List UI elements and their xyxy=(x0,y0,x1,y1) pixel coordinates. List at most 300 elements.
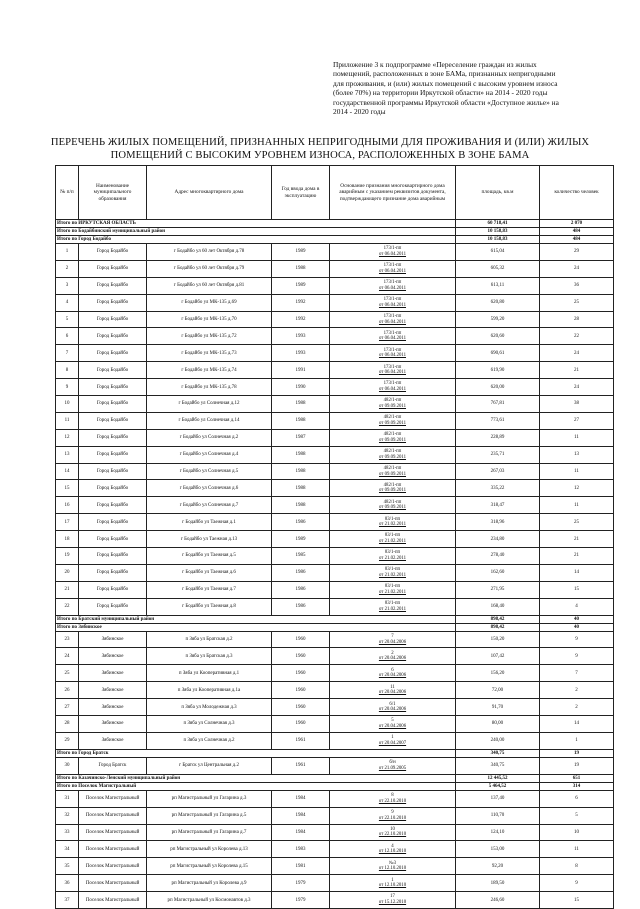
row-people: 29 xyxy=(540,244,614,261)
row-year: 1988 xyxy=(272,463,330,480)
row-area: 605,32 xyxy=(456,260,540,277)
table-row xyxy=(56,631,614,648)
table-row xyxy=(56,294,614,311)
row-year: 1988 xyxy=(272,412,330,429)
document-date: от 22.10.2010 xyxy=(378,798,407,804)
row-people: 10 xyxy=(540,824,614,841)
subtotal-label: Итого по Зябинское xyxy=(56,623,456,631)
row-area: 619,90 xyxy=(456,362,540,379)
subtotal-row xyxy=(56,774,614,782)
table-row xyxy=(56,598,614,615)
row-municipality: Зябинское xyxy=(79,631,147,648)
document-number: 482/1-пп xyxy=(383,465,402,471)
row-address: г Бодайбо ул Солнечная д.4 xyxy=(147,446,272,463)
row-area: 162,60 xyxy=(456,564,540,581)
document-date: от 20.04.2006 xyxy=(378,707,407,713)
document-number: 1 xyxy=(391,877,394,883)
row-people: 7 xyxy=(540,665,614,682)
row-basis-document xyxy=(330,463,456,480)
row-year: 1986 xyxy=(272,564,330,581)
subtotal-people: 40 xyxy=(540,615,614,623)
row-people: 24 xyxy=(540,379,614,396)
document-date: от 06.04.2011 xyxy=(378,370,407,376)
document-date: от 09.09.2011 xyxy=(378,403,407,409)
row-address: г Бодайбо ул Таежная д.7 xyxy=(147,581,272,598)
row-year: 1990 xyxy=(272,379,330,396)
row-basis-document xyxy=(330,446,456,463)
row-number: 15 xyxy=(56,480,79,497)
document-number: 83/1-пп xyxy=(384,567,401,573)
document-date: от 21.09.2005 xyxy=(378,765,407,771)
table-row xyxy=(56,277,614,294)
table-row xyxy=(56,480,614,497)
row-address: г Бодайбо ул МК-135 д.72 xyxy=(147,328,272,345)
row-year: 1986 xyxy=(272,514,330,531)
row-people: 6 xyxy=(540,790,614,807)
row-people: 14 xyxy=(540,564,614,581)
row-area: 690,61 xyxy=(456,345,540,362)
document-date: от 09.09.2011 xyxy=(378,420,407,426)
row-municipality: Зябинское xyxy=(79,682,147,699)
row-number: 22 xyxy=(56,598,79,615)
row-municipality: Город Бодайбо xyxy=(79,480,147,497)
row-year: 1960 xyxy=(272,665,330,682)
row-people: 11 xyxy=(540,429,614,446)
row-number: 33 xyxy=(56,824,79,841)
table-row xyxy=(56,716,614,733)
row-year: 1960 xyxy=(272,699,330,716)
row-municipality: Зябинское xyxy=(79,665,147,682)
row-people: 4 xyxy=(540,598,614,615)
row-area: 168,40 xyxy=(456,598,540,615)
col-header-number: № п/п xyxy=(56,166,79,220)
document-date: от 22.10.2010 xyxy=(378,815,407,821)
row-basis-document xyxy=(330,892,456,909)
row-address: г Бодайбо ул МК-135 д.74 xyxy=(147,362,272,379)
row-year: 1988 xyxy=(272,446,330,463)
table-row xyxy=(56,463,614,480)
row-basis-document xyxy=(330,699,456,716)
subtotal-row xyxy=(56,782,614,790)
row-area: 335,22 xyxy=(456,480,540,497)
row-people: 9 xyxy=(540,631,614,648)
document-date: от 22.10.2010 xyxy=(378,832,407,838)
row-municipality: Зябинское xyxy=(79,699,147,716)
row-municipality: Город Бодайбо xyxy=(79,311,147,328)
document-date: от 09.09.2011 xyxy=(378,437,407,443)
row-number: 21 xyxy=(56,581,79,598)
row-people: 22 xyxy=(540,328,614,345)
row-people: 2 xyxy=(540,699,614,716)
row-year: 1981 xyxy=(272,858,330,875)
row-people: 1 xyxy=(540,732,614,749)
row-address: рп Магистральный ул Гагарина д.3 xyxy=(147,790,272,807)
row-address: г Бодайбо ул Солнечная д.5 xyxy=(147,463,272,480)
row-address: г Бодайбо ул Солнечная д.2 xyxy=(147,429,272,446)
row-address: г Бодайбо ул Таежная д.1 xyxy=(147,514,272,531)
document-number: 83/1-пп xyxy=(384,601,401,607)
document-number: 9 xyxy=(391,809,394,815)
document-number: 4 xyxy=(391,843,394,849)
row-number: 18 xyxy=(56,531,79,548)
row-municipality: Город Бодайбо xyxy=(79,446,147,463)
table-row xyxy=(56,362,614,379)
document-date: от 09.09.2011 xyxy=(378,488,407,494)
row-municipality: Город Бодайбо xyxy=(79,379,147,396)
document-number: 482/1-пп xyxy=(383,449,402,455)
table-row xyxy=(56,841,614,858)
row-year: 1984 xyxy=(272,807,330,824)
subtotal-people: 2 070 xyxy=(540,220,614,228)
row-municipality: Поселок Магистральный xyxy=(79,841,147,858)
table-row xyxy=(56,412,614,429)
document-number: 482/1-пп xyxy=(383,432,402,438)
row-address: г Бодайбо ул 60 лет Октября д.79 xyxy=(147,260,272,277)
row-area: 773,61 xyxy=(456,412,540,429)
row-number: 29 xyxy=(56,732,79,749)
document-number: 173/1-пп xyxy=(383,381,402,387)
row-basis-document xyxy=(330,807,456,824)
subtotal-area: 898,42 xyxy=(456,615,540,623)
document-date: от 20.04.2006 xyxy=(378,690,407,696)
row-basis-document xyxy=(330,548,456,565)
row-basis-document xyxy=(330,328,456,345)
row-basis-document xyxy=(330,412,456,429)
document-date: от 21.02.2011 xyxy=(378,539,407,545)
row-basis-document xyxy=(330,581,456,598)
row-year: 1986 xyxy=(272,598,330,615)
table-row xyxy=(56,699,614,716)
row-municipality: Город Бодайбо xyxy=(79,294,147,311)
row-year: 1989 xyxy=(272,244,330,261)
document-number: 6 xyxy=(391,667,394,673)
row-number: 13 xyxy=(56,446,79,463)
row-area: 150,20 xyxy=(456,631,540,648)
document-date: от 06.04.2011 xyxy=(378,251,407,257)
page-title: ПЕРЕЧЕНЬ ЖИЛЫХ ПОМЕЩЕНИЙ, ПРИЗНАННЫХ НЕПРИГОДНЫМИ ДЛЯ ПРОЖИВАНИЯ И (ИЛИ) ЖИЛЫХ ПОМЕЩЕНИЙ С ВЫСОКИМ УРОВНЕМ ИЗНОСА, РАСПОЛОЖЕННЫХ В ЗОНЕ БАМА xyxy=(50,137,590,161)
row-people: 15 xyxy=(540,581,614,598)
row-area: 278,40 xyxy=(456,548,540,565)
subtotal-label: Итого по Поселок Магистральный xyxy=(56,782,456,790)
document-date: от 20.04.2007 xyxy=(378,740,407,746)
subtotal-people: 314 xyxy=(540,782,614,790)
row-address: г Бодайбо ул Таежная д.13 xyxy=(147,531,272,548)
row-people: 2 xyxy=(540,682,614,699)
row-basis-document xyxy=(330,732,456,749)
row-basis-document xyxy=(330,396,456,413)
document-date: от 06.04.2011 xyxy=(378,387,407,393)
row-municipality: Город Бодайбо xyxy=(79,598,147,615)
subtotal-row xyxy=(56,623,614,631)
document-date: от 06.04.2011 xyxy=(378,285,407,291)
document-number: №3 xyxy=(389,860,396,866)
document-date: от 09.09.2011 xyxy=(378,505,407,511)
row-municipality: Город Бодайбо xyxy=(79,396,147,413)
row-basis-document xyxy=(330,757,456,774)
table-row xyxy=(56,345,614,362)
row-address: г Бодайбо ул Таежная д.8 xyxy=(147,598,272,615)
table-row xyxy=(56,514,614,531)
row-people: 21 xyxy=(540,531,614,548)
subtotal-people: 484 xyxy=(540,236,614,244)
row-basis-document xyxy=(330,682,456,699)
row-municipality: Город Бодайбо xyxy=(79,328,147,345)
row-address: п Зяба ул Солнечная д.3 xyxy=(147,716,272,733)
document-number: 173/1-пп xyxy=(383,347,402,353)
document-number: 482/1-пп xyxy=(383,398,402,404)
row-area: 615,04 xyxy=(456,244,540,261)
document-number: 83/1-пп xyxy=(384,516,401,522)
row-number: 25 xyxy=(56,665,79,682)
document-date: от 06.04.2011 xyxy=(378,319,407,325)
row-year: 1985 xyxy=(272,548,330,565)
subtotal-area: 12 445,52 xyxy=(456,774,540,782)
row-address: п Зяба ул Братская д.2 xyxy=(147,631,272,648)
row-basis-document xyxy=(330,531,456,548)
row-people: 19 xyxy=(540,757,614,774)
row-area: 72,00 xyxy=(456,682,540,699)
col-header-people: количество человек xyxy=(540,166,614,220)
document-date: от 20.04.2006 xyxy=(378,723,407,729)
row-area: 767,81 xyxy=(456,396,540,413)
table-row xyxy=(56,757,614,774)
row-area: 599,20 xyxy=(456,311,540,328)
row-basis-document xyxy=(330,497,456,514)
document-date: от 09.09.2011 xyxy=(378,471,407,477)
row-people: 27 xyxy=(540,412,614,429)
row-number: 23 xyxy=(56,631,79,648)
row-year: 1984 xyxy=(272,824,330,841)
row-basis-document xyxy=(330,716,456,733)
document-number: 2 xyxy=(391,650,394,656)
table-row xyxy=(56,892,614,909)
col-header-area: площадь, кв.м xyxy=(456,166,540,220)
document-number: 482/1-пп xyxy=(383,499,402,505)
subtotal-row xyxy=(56,749,614,757)
row-municipality: Зябинское xyxy=(79,732,147,749)
row-area: 267,03 xyxy=(456,463,540,480)
row-area: 613,11 xyxy=(456,277,540,294)
row-year: 1961 xyxy=(272,757,330,774)
row-year: 1989 xyxy=(272,277,330,294)
row-basis-document xyxy=(330,480,456,497)
row-number: 32 xyxy=(56,807,79,824)
row-number: 34 xyxy=(56,841,79,858)
row-basis-document xyxy=(330,277,456,294)
subtotal-label: Итого по Бодайбинский муниципальный район xyxy=(56,228,456,236)
row-year: 1960 xyxy=(272,631,330,648)
row-year: 1979 xyxy=(272,892,330,909)
subtotal-people: 484 xyxy=(540,228,614,236)
document-date: от 20.04.2006 xyxy=(378,673,407,679)
subtotal-row xyxy=(56,236,614,244)
row-people: 15 xyxy=(540,892,614,909)
row-people: 21 xyxy=(540,362,614,379)
row-municipality: Город Бодайбо xyxy=(79,581,147,598)
document-date: от 20.04.2006 xyxy=(378,656,407,662)
row-year: 1961 xyxy=(272,732,330,749)
document-date: от 12.10.2010 xyxy=(378,883,407,889)
row-number: 6 xyxy=(56,328,79,345)
row-people: 11 xyxy=(540,497,614,514)
row-people: 14 xyxy=(540,716,614,733)
row-municipality: Город Бодайбо xyxy=(79,244,147,261)
row-address: рп Магистральный ул Королева д.9 xyxy=(147,875,272,892)
row-year: 1992 xyxy=(272,294,330,311)
document-number: 173/1-пп xyxy=(383,330,402,336)
row-address: рп Магистральный ул Гагарина д.5 xyxy=(147,807,272,824)
table-row xyxy=(56,581,614,598)
document-number: 1 xyxy=(391,735,394,741)
row-address: г Бодайбо ул Солнечная д.14 xyxy=(147,412,272,429)
row-basis-document xyxy=(330,858,456,875)
row-people: 38 xyxy=(540,396,614,413)
col-header-year: Год ввода дома в эксплуатацию xyxy=(272,166,330,220)
row-number: 10 xyxy=(56,396,79,413)
document-date: от 06.04.2011 xyxy=(378,336,407,342)
row-area: 92,20 xyxy=(456,858,540,875)
row-municipality: Зябинское xyxy=(79,648,147,665)
document-date: от 12.10.2010 xyxy=(378,849,407,855)
row-area: 318,47 xyxy=(456,497,540,514)
document-number: 482/1-пп xyxy=(383,415,402,421)
row-number: 20 xyxy=(56,564,79,581)
row-people: 13 xyxy=(540,446,614,463)
row-year: 1989 xyxy=(272,531,330,548)
subtotal-area: 60 718,41 xyxy=(456,220,540,228)
document-date: от 06.04.2011 xyxy=(378,353,407,359)
row-number: 26 xyxy=(56,682,79,699)
row-municipality: Город Бодайбо xyxy=(79,514,147,531)
subtotal-label: Итого по Город Братск xyxy=(56,749,456,757)
table-row xyxy=(56,244,614,261)
row-basis-document xyxy=(330,429,456,446)
row-address: п Зяба ул Солнечная д.2 xyxy=(147,732,272,749)
table-row xyxy=(56,732,614,749)
row-municipality: Город Бодайбо xyxy=(79,564,147,581)
row-year: 1960 xyxy=(272,682,330,699)
row-year: 1988 xyxy=(272,480,330,497)
subtotal-area: 10 158,83 xyxy=(456,228,540,236)
document-number: б/н xyxy=(389,760,396,766)
row-address: г Бодайбо ул МК-135 д.73 xyxy=(147,345,272,362)
row-basis-document xyxy=(330,631,456,648)
row-municipality: Поселок Магистральный xyxy=(79,807,147,824)
row-area: 189,50 xyxy=(456,875,540,892)
row-number: 31 xyxy=(56,790,79,807)
appendix-note: Приложение 3 к подпрограмме «Переселение граждан из жилых помещений, расположенных в зоне БАМа, признанных непригодными для проживания, и (или) жилых помещений с высоким уровнем износа (более 70%) на территории Иркутской области» на 2014 - 2020 годы государственной программы Иркутской области «Доступное жилье» на 2014 - 2020 годы xyxy=(333,60,559,117)
row-address: рп Магистральный ул Королева д.13 xyxy=(147,841,272,858)
subtotal-area: 10 158,83 xyxy=(456,236,540,244)
row-address: г Бодайбо ул Солнечная д.12 xyxy=(147,396,272,413)
row-area: 107,42 xyxy=(456,648,540,665)
row-people: 36 xyxy=(540,277,614,294)
row-address: г Бодайбо ул МК-135 д.78 xyxy=(147,379,272,396)
row-area: 340,75 xyxy=(456,757,540,774)
document-date: от 15.12.2010 xyxy=(378,900,407,905)
table-row xyxy=(56,875,614,892)
table-row xyxy=(56,396,614,413)
table-row xyxy=(56,682,614,699)
subtotal-area: 340,75 xyxy=(456,749,540,757)
document-number: 482/1-пп xyxy=(383,482,402,488)
row-municipality: Город Бодайбо xyxy=(79,412,147,429)
row-year: 1987 xyxy=(272,429,330,446)
row-basis-document xyxy=(330,875,456,892)
table-row xyxy=(56,648,614,665)
row-people: 25 xyxy=(540,514,614,531)
document-number: 6/1 xyxy=(389,701,396,707)
document-date: от 06.04.2011 xyxy=(378,302,407,308)
row-number: 24 xyxy=(56,648,79,665)
row-address: п Зяба ул Кооперативная д.1 xyxy=(147,665,272,682)
document-date: от 21.02.2011 xyxy=(378,572,407,578)
row-people: 9 xyxy=(540,875,614,892)
row-municipality: Город Бодайбо xyxy=(79,362,147,379)
document-number: 173/1-пп xyxy=(383,263,402,269)
row-basis-document xyxy=(330,824,456,841)
row-number: 28 xyxy=(56,716,79,733)
table-row xyxy=(56,429,614,446)
row-address: п Зяба ул Кооперативная д.1а xyxy=(147,682,272,699)
row-municipality: Поселок Магистральный xyxy=(79,790,147,807)
row-area: 124,10 xyxy=(456,824,540,841)
table-header-row xyxy=(56,166,614,220)
row-number: 12 xyxy=(56,429,79,446)
row-year: 1988 xyxy=(272,396,330,413)
table-row xyxy=(56,328,614,345)
row-municipality: Зябинское xyxy=(79,716,147,733)
row-municipality: Город Бодайбо xyxy=(79,345,147,362)
row-area: 318,96 xyxy=(456,514,540,531)
document-number: 5 xyxy=(391,718,394,724)
document-number: 173/1-пп xyxy=(383,297,402,303)
row-basis-document xyxy=(330,244,456,261)
row-number: 8 xyxy=(56,362,79,379)
row-municipality: Город Бодайбо xyxy=(79,429,147,446)
col-header-basis: Основание признания многоквартирного дома аварийным с указанием реквизитов документа, подтверждающего признание дома аварийным xyxy=(330,166,456,220)
table-row xyxy=(56,260,614,277)
subtotal-people: 40 xyxy=(540,623,614,631)
row-people: 21 xyxy=(540,548,614,565)
row-address: рп Магистральный ул Космонавтов д.3 xyxy=(147,892,272,909)
document-date: от 21.02.2011 xyxy=(378,555,407,561)
row-area: 80,00 xyxy=(456,716,540,733)
row-basis-document xyxy=(330,598,456,615)
row-address: г Бодайбо ул МК-135 д.70 xyxy=(147,311,272,328)
row-area: 153,00 xyxy=(456,841,540,858)
row-number: 37 xyxy=(56,892,79,909)
row-people: 24 xyxy=(540,260,614,277)
row-people: 12 xyxy=(540,480,614,497)
row-area: 91,70 xyxy=(456,699,540,716)
row-number: 17 xyxy=(56,514,79,531)
table-row xyxy=(56,858,614,875)
row-year: 1993 xyxy=(272,328,330,345)
row-basis-document xyxy=(330,362,456,379)
row-number: 5 xyxy=(56,311,79,328)
row-number: 9 xyxy=(56,379,79,396)
document-number: 83/1-пп xyxy=(384,533,401,539)
row-number: 16 xyxy=(56,497,79,514)
row-year: 1960 xyxy=(272,716,330,733)
row-year: 1988 xyxy=(272,497,330,514)
subtotal-label: Итого по Казачинско-Ленский муниципальный район xyxy=(56,774,456,782)
row-people: 5 xyxy=(540,807,614,824)
table-row xyxy=(56,446,614,463)
row-area: 156,20 xyxy=(456,665,540,682)
document-date: от 12.10.2010 xyxy=(378,866,407,872)
